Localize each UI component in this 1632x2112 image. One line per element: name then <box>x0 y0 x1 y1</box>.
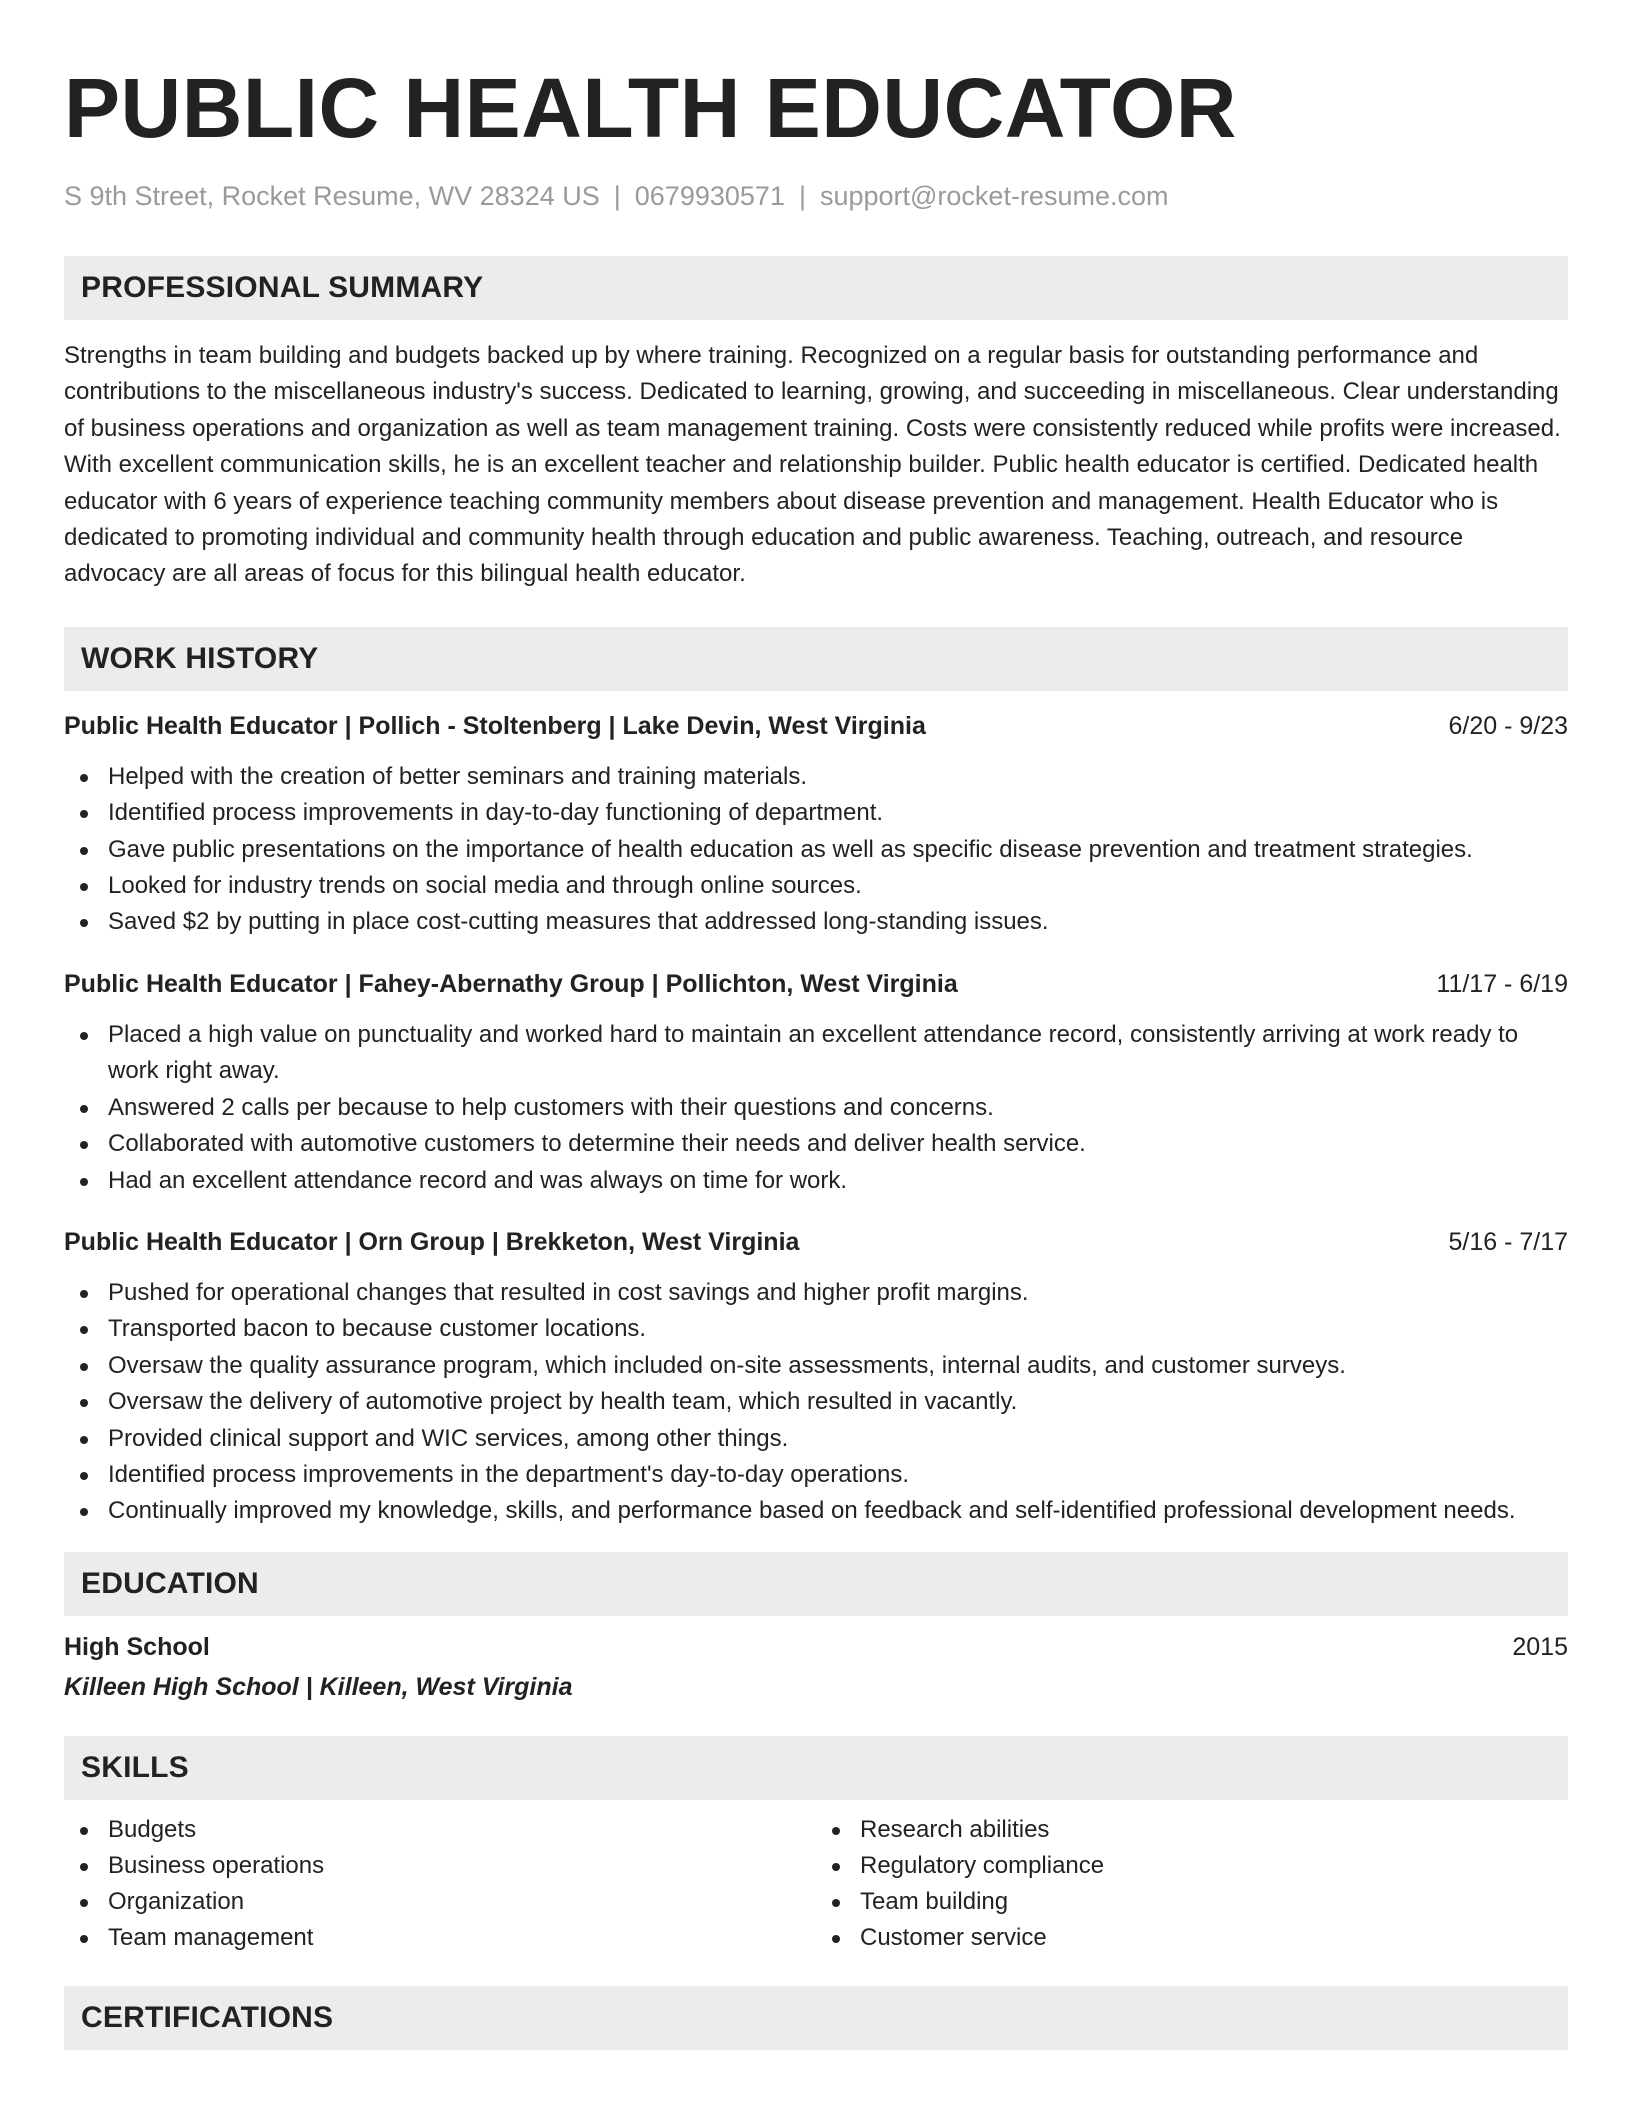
education-year: 2015 <box>1512 1632 1568 1661</box>
list-item: Looked for industry trends on social media and through online sources. <box>64 868 1568 904</box>
contact-address: S 9th Street, Rocket Resume, WV 28324 US <box>64 181 600 211</box>
section-heading-certifications: CERTIFICATIONS <box>64 1986 1568 2050</box>
job-bullets <box>64 1275 1568 1530</box>
list-item: Budgets <box>64 1812 816 1848</box>
list-item: Regulatory compliance <box>816 1848 1568 1884</box>
list-item: Transported bacon to because customer locations. <box>64 1311 1568 1347</box>
list-item: Collaborated with automotive customers to determine their needs and deliver health service. <box>64 1126 1568 1162</box>
list-item: Organization <box>64 1884 816 1920</box>
list-item: Saved $2 by putting in place cost-cutting measures that addressed long-standing issues. <box>64 904 1568 940</box>
contact-email: support@rocket-resume.com <box>819 181 1169 211</box>
list-item: Answered 2 calls per because to help customers with their questions and concerns. <box>64 1090 1568 1126</box>
list-item: Customer service <box>816 1920 1568 1956</box>
skills-column-right <box>816 1812 1568 1956</box>
contact-phone: 0679930571 <box>634 181 785 211</box>
list-item: Helped with the creation of better seminars and training materials. <box>64 759 1568 795</box>
list-item: Business operations <box>64 1848 816 1884</box>
job-dates: 5/16 - 7/17 <box>1448 1227 1568 1256</box>
section-heading-summary: PROFESSIONAL SUMMARY <box>64 256 1568 320</box>
list-item: Team building <box>816 1884 1568 1920</box>
skills-list <box>64 1812 1568 1956</box>
list-item: Provided clinical support and WIC services, among other things. <box>64 1421 1568 1457</box>
job-bullets <box>64 1017 1568 1199</box>
job-dates: 6/20 - 9/23 <box>1448 711 1568 740</box>
list-item: Gave public presentations on the importance of health education as well as specific disease prevention and treatment strategies. <box>64 832 1568 868</box>
list-item: Identified process improvements in day-to-day functioning of department. <box>64 795 1568 831</box>
education-degree: High School <box>64 1632 210 1661</box>
list-item: Had an excellent attendance record and was always on time for work. <box>64 1163 1568 1199</box>
job-entry <box>64 967 1568 1199</box>
contact-line <box>64 178 1568 214</box>
skills-column-left <box>64 1812 816 1956</box>
list-item: Team management <box>64 1920 816 1956</box>
job-entry <box>64 1225 1568 1530</box>
job-header <box>64 709 1568 743</box>
list-item: Continually improved my knowledge, skills, and performance based on feedback and self-identified professional development needs. <box>64 1493 1568 1529</box>
section-heading-work-history: WORK HISTORY <box>64 627 1568 691</box>
job-header <box>64 1225 1568 1259</box>
section-heading-education: EDUCATION <box>64 1552 1568 1616</box>
section-heading-skills: SKILLS <box>64 1736 1568 1800</box>
list-item: Research abilities <box>816 1812 1568 1848</box>
job-title: Public Health Educator | Fahey-Abernathy Group | Pollichton, West Virginia <box>64 969 958 998</box>
contact-separator: | <box>613 181 621 211</box>
education-entry <box>64 1630 1568 1664</box>
job-dates: 11/17 - 6/19 <box>1436 969 1568 998</box>
contact-separator: | <box>798 181 806 211</box>
list-item: Oversaw the quality assurance program, which included on-site assessments, internal audits, and customer surveys. <box>64 1348 1568 1384</box>
job-bullets <box>64 759 1568 941</box>
list-item: Pushed for operational changes that resulted in cost savings and higher profit margins. <box>64 1275 1568 1311</box>
job-title: Public Health Educator | Pollich - Stoltenberg | Lake Devin, West Virginia <box>64 711 926 740</box>
job-header <box>64 967 1568 1001</box>
job-title: Public Health Educator | Orn Group | Brekketon, West Virginia <box>64 1227 800 1256</box>
list-item: Oversaw the delivery of automotive project by health team, which resulted in vacantly. <box>64 1384 1568 1420</box>
list-item: Placed a high value on punctuality and worked hard to maintain an excellent attendance record, consistently arriving at work ready to work right away. <box>64 1017 1568 1090</box>
resume-name: PUBLIC HEALTH EDUCATOR <box>64 61 1237 155</box>
education-school: Killeen High School | Killeen, West Virginia <box>64 1672 573 1701</box>
list-item: Identified process improvements in the department's day-to-day operations. <box>64 1457 1568 1493</box>
summary-text: Strengths in team building and budgets backed up by where training. Recognized on a regular basis for outstanding performance and contributions to the miscellaneous industry's success. Dedicated to learning, growing, and succeeding in miscellaneous. Clear understanding of business operations and organization as well as team management training. Costs were consistently reduced while profits were increased. With excellent communication skills, he is an excellent teacher and relationship builder. Public health educator is certified. Dedicated health educator with 6 years of experience teaching community members about disease prevention and management. Health Educator who is dedicated to promoting individual and community health through education and public awareness. Teaching, outreach, and resource advocacy are all areas of focus for this bilingual health educator. <box>64 342 1561 588</box>
job-entry <box>64 709 1568 941</box>
